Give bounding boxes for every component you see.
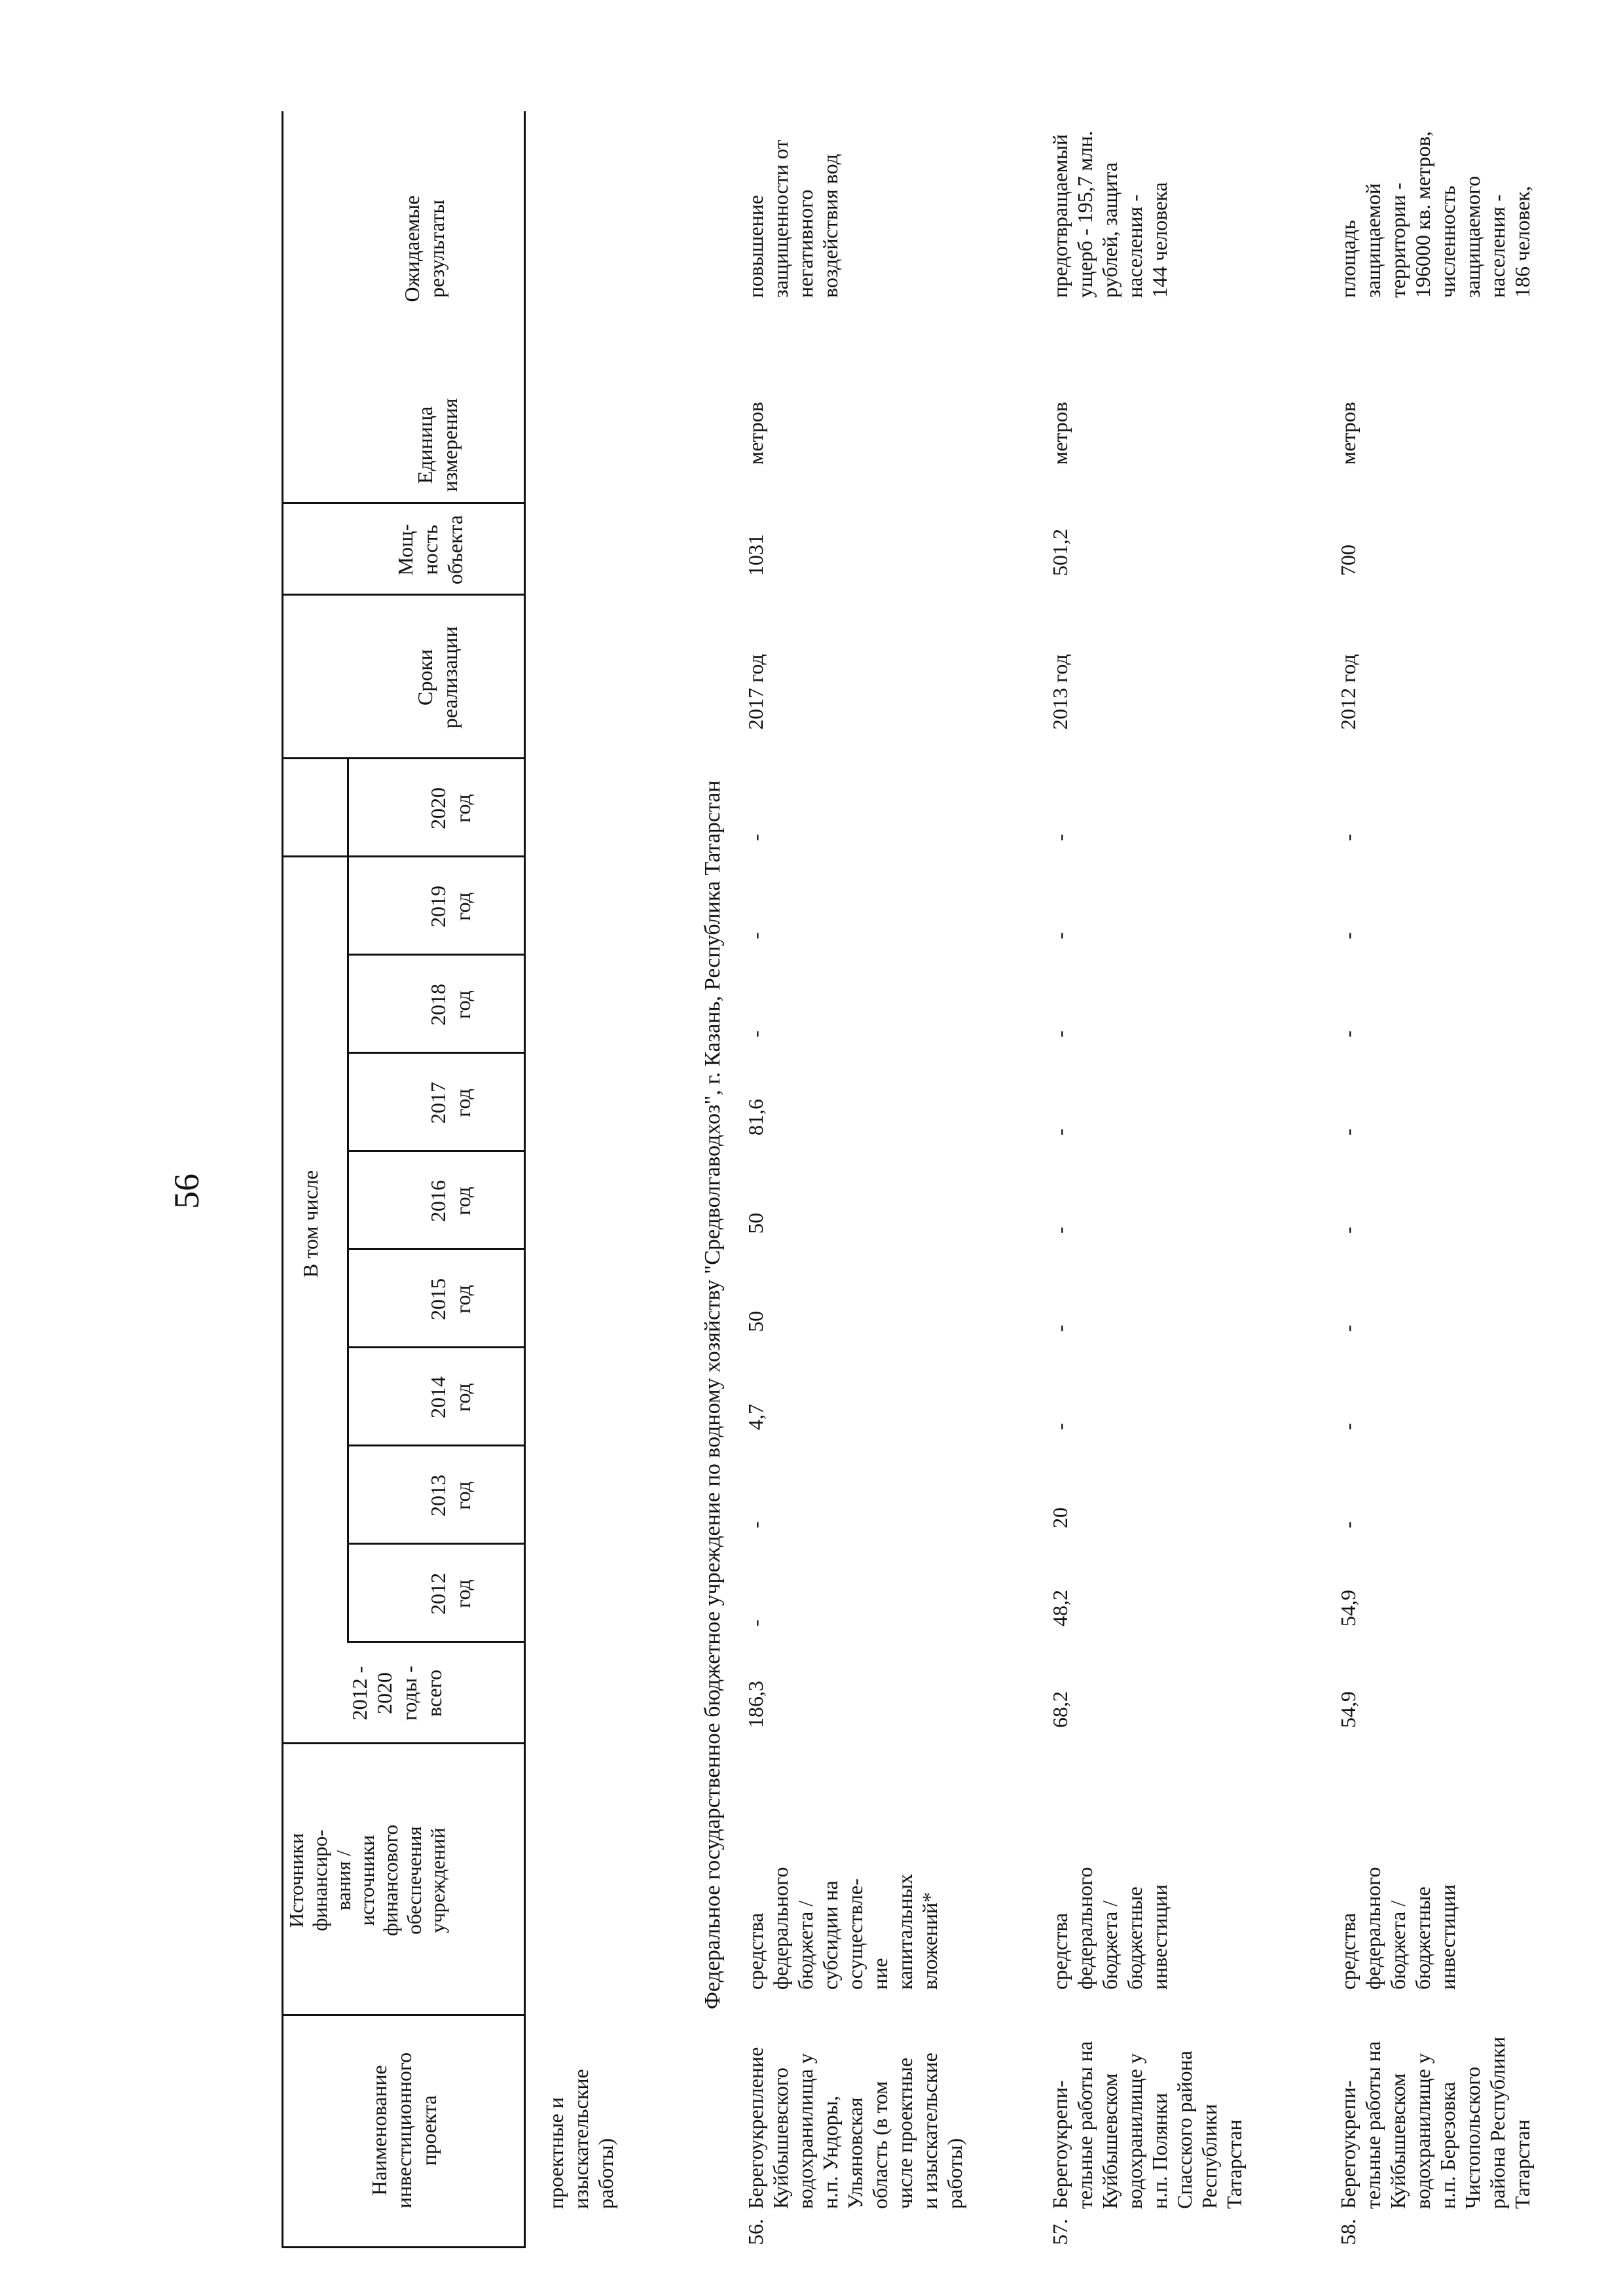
page-number: 56 — [167, 1174, 206, 1209]
row-58-year-2018: - — [1336, 1030, 1360, 1037]
header-name: Наименование инвестиционного проекта — [367, 2052, 441, 2209]
header-year-2019: 2019 год — [426, 886, 475, 927]
subheader-border — [347, 759, 349, 1643]
row-58-term: 2012 год — [1336, 654, 1360, 730]
row-57-year-2020: - — [1048, 834, 1072, 841]
row-56-year-2019: - — [744, 932, 767, 939]
header-year-2017: 2017 год — [426, 1082, 475, 1124]
header-year-2015: 2015 год — [426, 1278, 475, 1320]
row-58-name: Берегоукрепи- тельные работы на Куйбышевском водохранилище у н.п. Березовка Чистопольского района Республики Татарстан — [1336, 2036, 1534, 2209]
row-57-term: 2013 год — [1048, 654, 1072, 730]
row-58-result: площадь защищаемой территории - 196000 кв. метров, численность защищаемого населения - 186 человек, — [1336, 131, 1534, 298]
header-bottom-border — [524, 111, 526, 2248]
header-terms: Сроки реализации — [413, 626, 462, 729]
row-56-total: 186,3 — [744, 1681, 767, 1728]
row-56-year-2018: - — [744, 1030, 767, 1037]
row-58-number: 58. — [1336, 2219, 1360, 2245]
row-58-capacity: 700 — [1336, 545, 1360, 576]
header-year-2014: 2014 год — [426, 1376, 475, 1418]
col-border-3 — [282, 1742, 524, 1744]
table-top-border — [282, 111, 283, 2248]
row-57-number: 57. — [1048, 2219, 1072, 2245]
header-sources: Источники финансиро- вания / источники финансового обеспечения учреждений — [285, 1824, 449, 1937]
row-58-year-2013: - — [1336, 1521, 1360, 1528]
row-56-year-2020: - — [744, 834, 767, 841]
header-year-2013: 2013 год — [426, 1475, 475, 1516]
organization-heading: Федеральное государственное бюджетное учреждение по водному хозяйству "Средволгаводхоз", г. Казань, Республика Татарстан — [701, 780, 725, 2009]
col-border-1 — [282, 2246, 524, 2248]
row-57-year-2013: 20 — [1048, 1507, 1072, 1528]
row-56-year-2016: 50 — [744, 1213, 767, 1234]
row-58-year-2019: - — [1336, 932, 1360, 939]
header-year-2020: 2020 год — [426, 787, 475, 829]
row-57-year-2017: - — [1048, 1128, 1072, 1136]
row-57-year-2015: - — [1048, 1325, 1072, 1332]
row-56-source: средства федерального бюджета / субсидии на осуществле- ние капитальных вложений* — [744, 1867, 941, 1990]
header-year-2018: 2018 год — [426, 984, 475, 1026]
row-58-year-2012: 54,9 — [1336, 1590, 1360, 1626]
header-capacity: Мощ- ность объекта — [393, 515, 467, 584]
row-57-year-2018: - — [1048, 1030, 1072, 1037]
row-56-number: 56. — [744, 2219, 767, 2245]
row-58-source: средства федерального бюджета / бюджетные инвестиции — [1336, 1867, 1459, 1990]
row-56-unit: метров — [744, 402, 767, 465]
row-58-year-2015: - — [1336, 1325, 1360, 1332]
row-57-source: средства федерального бюджета / бюджетные инвестиции — [1048, 1867, 1171, 1990]
row-56-year-2014: 4,7 — [744, 1404, 767, 1430]
header-year-2016: 2016 год — [426, 1180, 475, 1222]
row-57-unit: метров — [1048, 402, 1072, 465]
row-58-total: 54,9 — [1336, 1691, 1360, 1728]
row-58-year-2017: - — [1336, 1128, 1360, 1136]
row-56-result: повышение защищенности от негативного воздействия вод — [744, 139, 842, 298]
row-57-year-2012: 48,2 — [1048, 1590, 1072, 1626]
row-57-result: предотвращаемый ущерб - 195,7 млн. рублей, защита населения - 144 человека — [1048, 130, 1171, 298]
row-58-year-2020: - — [1336, 834, 1360, 841]
row-56-year-2017: 81,6 — [744, 1099, 767, 1136]
row-57-year-2016: - — [1048, 1227, 1072, 1234]
header-total: 2012 - 2020 годы - всего — [348, 1666, 446, 1721]
row-56-name: Берегоукрепление Куйбышевского водохранилища у н.п. Ундоры, Ульяновская область (в том числе проектные и изыскательские работы) — [744, 2047, 966, 2209]
header-in-that-number: В том числе — [299, 1170, 322, 1278]
row-57-name: Берегоукрепи- тельные работы на Куйбышевском водохранилище у н.п. Полянки Спасского района Республики Татарстан — [1048, 2041, 1246, 2209]
row-58-unit: метров — [1336, 402, 1360, 465]
header-results: Ожидаемые результаты — [400, 195, 448, 302]
header-year-2012: 2012 год — [426, 1573, 475, 1615]
row-56-year-2015: 50 — [744, 1311, 767, 1332]
col-border-12 — [282, 855, 524, 857]
row-56-term: 2017 год — [744, 654, 767, 730]
col-border-13 — [282, 757, 524, 759]
row-56-year-2012: - — [744, 1619, 767, 1626]
header-unit: Единица измерения — [413, 398, 462, 492]
row-56-year-2013: - — [744, 1521, 767, 1528]
row-58-year-2014: - — [1336, 1423, 1360, 1430]
continuation-text: проектные и изыскательские работы) — [544, 2069, 617, 2209]
row-57-capacity: 501,2 — [1048, 529, 1072, 576]
row-57-year-2014: - — [1048, 1423, 1072, 1430]
row-58-year-2016: - — [1336, 1227, 1360, 1234]
row-56-capacity: 1031 — [744, 534, 767, 576]
row-57-year-2019: - — [1048, 932, 1072, 939]
row-57-total: 68,2 — [1048, 1691, 1072, 1728]
rotated-table-sheet — [151, 111, 1552, 2271]
